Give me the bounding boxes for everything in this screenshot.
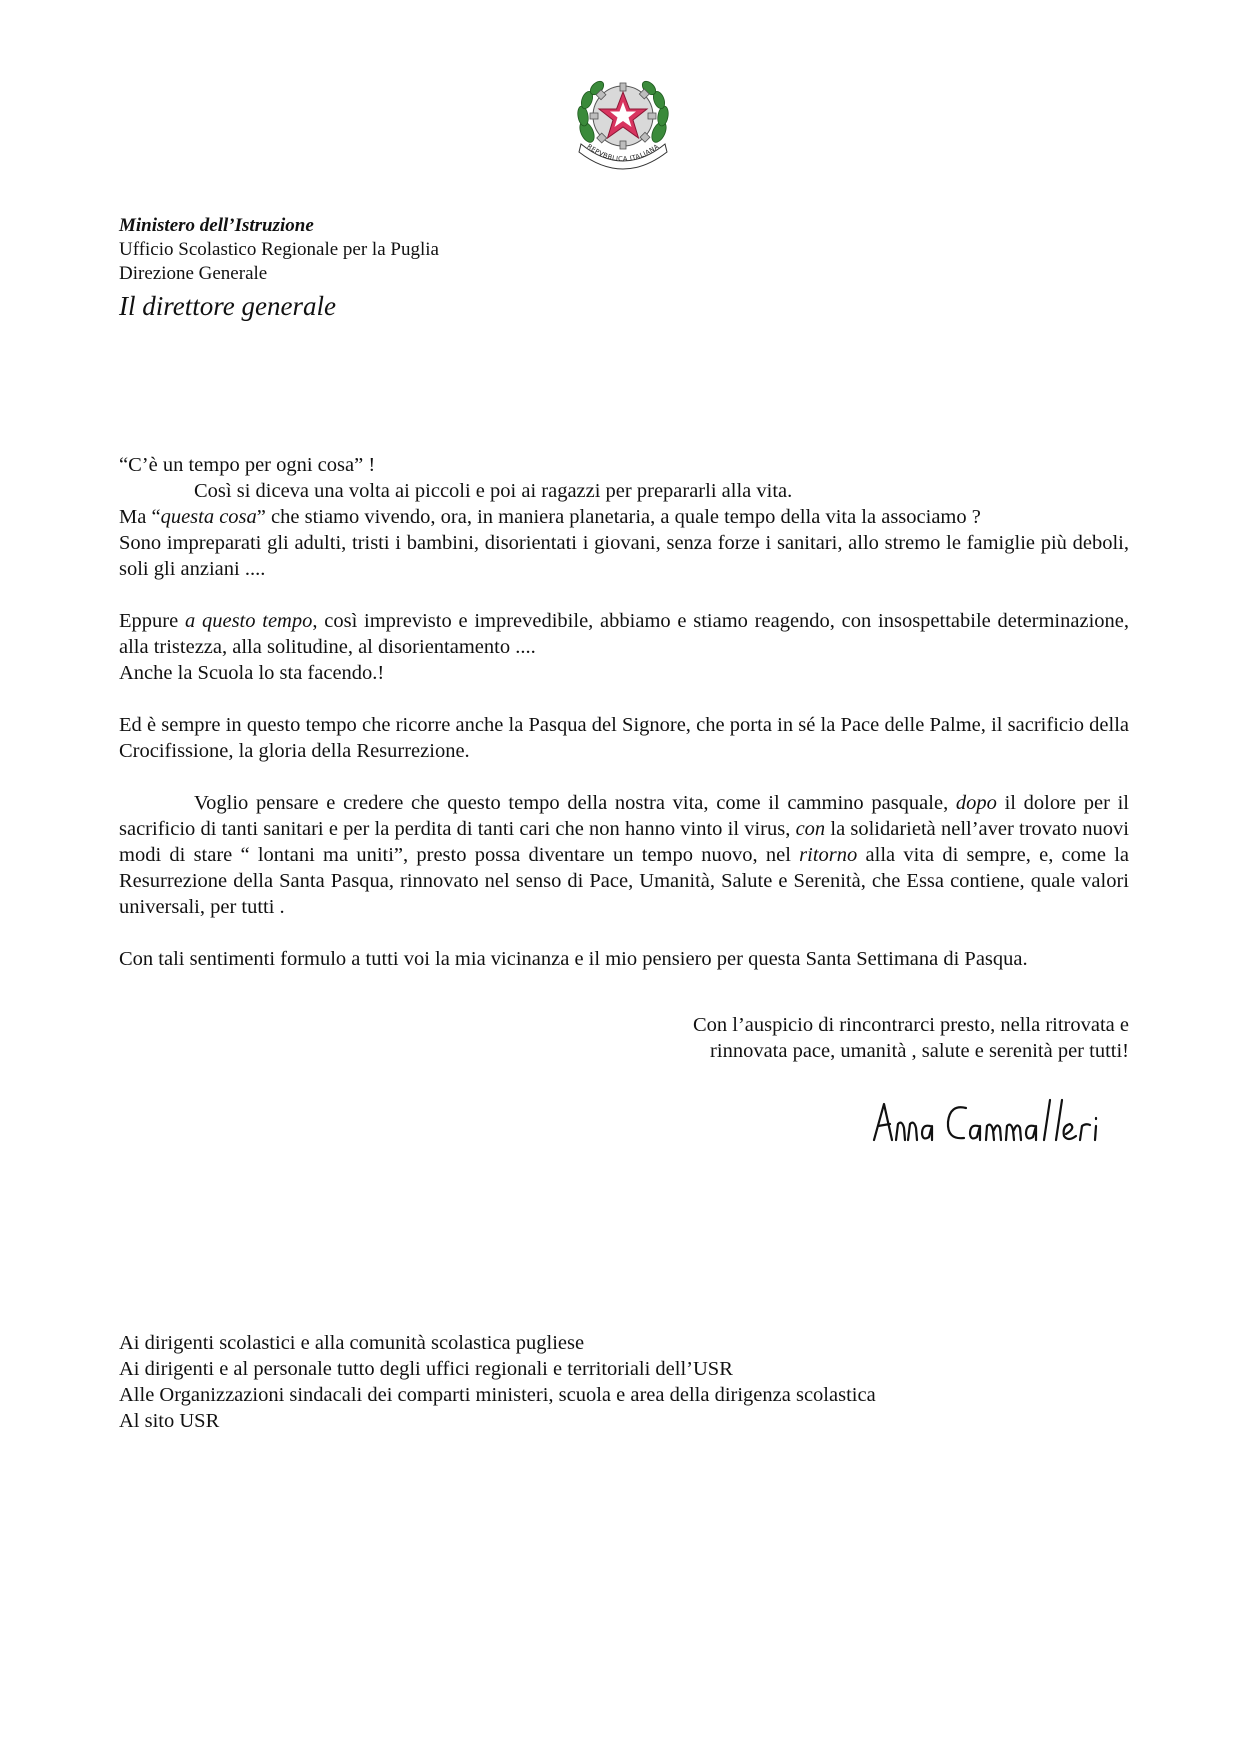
recipient-item: Al sito USR <box>119 1410 220 1432</box>
closing-block <box>529 1012 1129 1064</box>
repubblica-italiana-emblem-icon <box>571 72 675 176</box>
closing-line-1: Con l’auspicio di rincontrarci presto, nella ritrovata e <box>692 1014 1129 1036</box>
office-name: Ufficio Scolastico Regionale per la Puglia <box>119 239 439 260</box>
recipient-item: Ai dirigenti scolastici e alla comunità scolastica pugliese <box>119 1332 585 1354</box>
question-line <box>119 504 1129 530</box>
reaction-text-b: , così imprevisto e imprevedibile, abbiamo e stiamo reagendo, con insospettabile determinazione, alla tristezza, alla solitudine, al disorientamento .... <box>119 610 1129 658</box>
opening-line: Così si diceva una volta ai piccoli e poi ai ragazzi per prepararli alla vita. <box>194 480 793 502</box>
emblem-ribbon-text: REPVBBLICA ITALIANA <box>585 142 661 164</box>
opening-quote: “C’è un tempo per ogni cosa” ! <box>119 454 376 476</box>
reaction-text-a: Eppure <box>119 610 185 632</box>
hope-emphasis-con: con <box>795 818 826 840</box>
reaction-emphasis: a questo tempo <box>184 610 313 632</box>
closing-line-2: rinnovata pace, umanità , salute e serenità per tutti! <box>710 1040 1129 1062</box>
question-emphasis: questa cosa <box>160 506 257 528</box>
hope-text-b: il dolore per il sacrificio di tanti sanitari e per la perdita di tanti cari che non hanno vinto il virus, <box>119 792 1129 840</box>
hope-text-c: la solidarietà nell’aver trovato nuovi modi di stare “ lontani ma uniti”, presto possa diventare un tempo nuovo, nel <box>119 818 1129 866</box>
hope-text-a: Voglio pensare e credere che questo tempo della nostra vita, come il cammino pasquale, <box>194 792 956 814</box>
handwritten-signature <box>866 1094 1146 1154</box>
letterhead <box>119 214 819 325</box>
recipient-item: Alle Organizzazioni sindacali dei comparti ministeri, scuola e area della dirigenza scolastica <box>119 1384 876 1406</box>
wishes-paragraph: Con tali sentimenti formulo a tutti voi la mia vicinanza e il mio pensiero per questa Santa Settimana di Pasqua. <box>119 948 1028 970</box>
hope-paragraph <box>119 790 1129 920</box>
question-text-b: ” che stiamo vivendo, ora, in maniera planetaria, a quale tempo della vita la associamo ? <box>256 506 981 528</box>
question-text-a: Ma “ <box>119 506 161 528</box>
recipient-item: Ai dirigenti e al personale tutto degli uffici regionali e territoriali dell’USR <box>119 1358 733 1380</box>
hope-text-d: alla vita di sempre, e, come la Resurrezione della Santa Pasqua, rinnovato nel senso di Pace, Umanità, Salute e Serenità, che Essa contiene, quale valori universali, per tutti . <box>119 844 1129 918</box>
hope-emphasis-ritorno: ritorno <box>799 844 858 866</box>
situation-paragraph: Sono impreparati gli adulti, tristi i bambini, disorientati i giovani, senza forze i sanitari, allo stremo le famiglie più deboli, soli gli anziani .... <box>119 532 1129 580</box>
letter-body <box>119 452 1129 972</box>
signatory-role: Il direttore generale <box>119 291 336 321</box>
ministry-name: Ministero dell’Istruzione <box>119 215 314 236</box>
easter-paragraph: Ed è sempre in questo tempo che ricorre anche la Pasqua del Signore, che porta in sé la Pace delle Palme, il sacrificio della Crocifissione, la gloria della Resurrezione. <box>119 714 1129 762</box>
hope-emphasis-dopo: dopo <box>955 792 997 814</box>
direction-name: Direzione Generale <box>119 263 268 284</box>
reaction-paragraph <box>119 608 1129 660</box>
school-line: Anche la Scuola lo sta facendo.! <box>119 662 385 684</box>
recipients-list <box>119 1330 1129 1434</box>
